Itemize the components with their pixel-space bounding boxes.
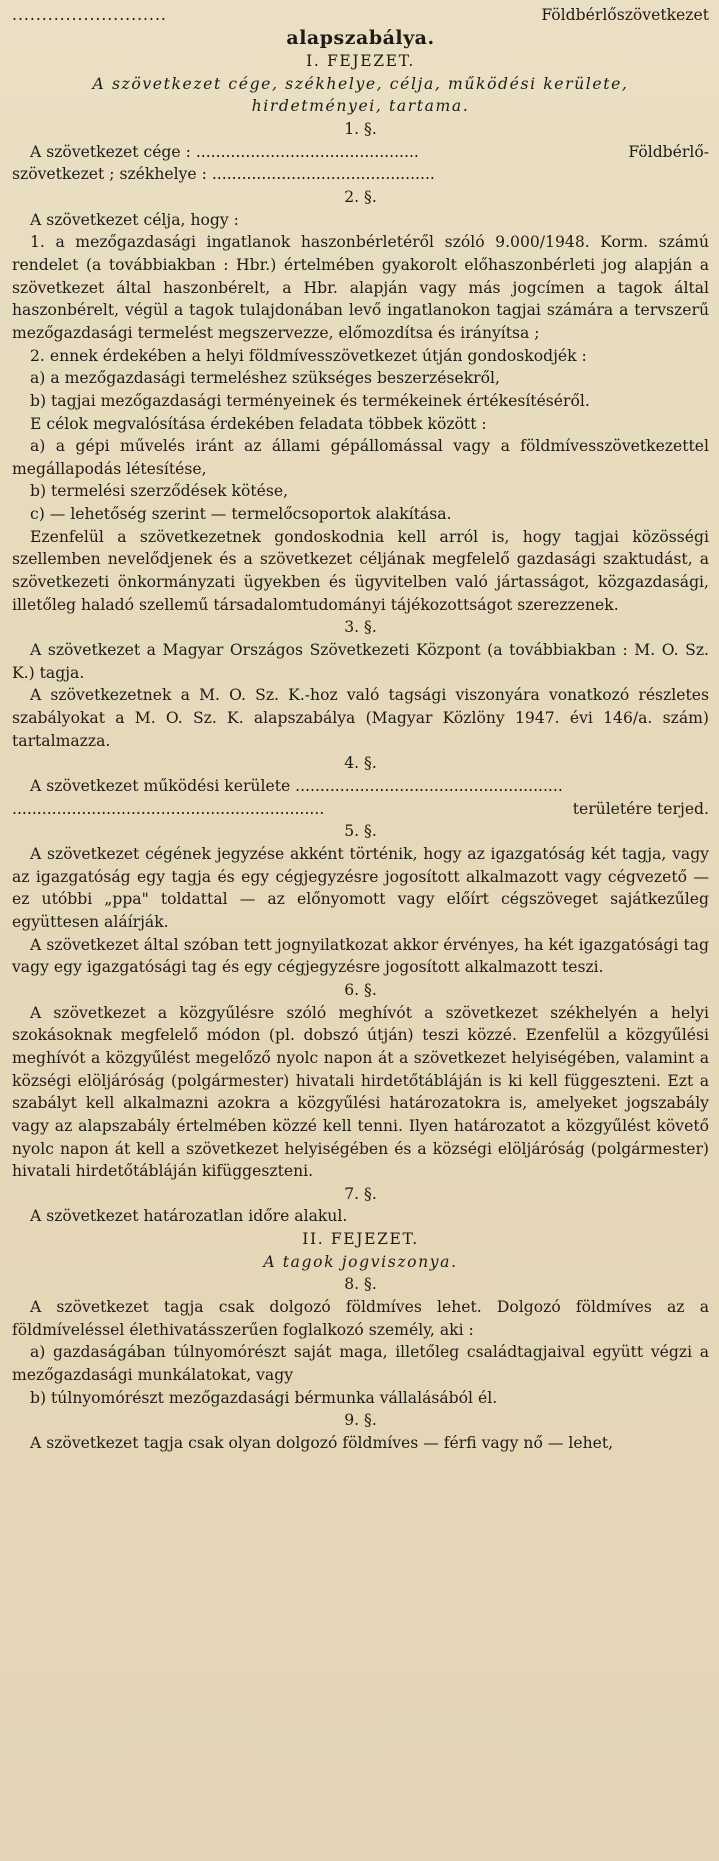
section-9-number: 9. §.: [344, 1411, 377, 1430]
section-1-name-blank: A szövetkezet cége : .............................................: [30, 142, 419, 161]
chapter-1-heading: I. FEJEZET.: [306, 52, 415, 70]
top-line: [12, 4, 709, 26]
cooperative-name-blank: ..........................: [12, 6, 167, 24]
section-1-name-suffix: Földbérlő-: [628, 142, 709, 161]
section-2-task-c: c) — lehetőség szerint — termelőcsoportok alakítása.: [30, 505, 452, 524]
section-6-para-1: A szövetkezet a közgyűlésre szóló meghívót a szövetkezet székhelyén a helyi szokásoknak megfelelő módon (pl. dobszó útján) teszi közzé. Ezenfelül a közgyűlési meghívót a közgyűlést megelőző nyolc napon át a szövetkezet helyiségében, valamint a községi elöljáróság (polgármester) hivatali hirdetőtábláján is ki kell függeszteni. Ezt a szabályt kell alkalmazni azokra a közgyűlési határozatokra is, amelyeket jogszabály vagy az alapszabály értelmében közzé kell tenni. Ilyen határozatot a közgyűlést követő nyolc napon át kell a szövetkezet helyiségében és a községi elöljáróság (polgármester) hivatali hirdetőtábláján kifüggeszteni.: [12, 1003, 709, 1181]
chapter-2-subtitle: A tagok jogviszonya.: [263, 1252, 458, 1271]
section-2-point-1: 1. a mezőgazdasági ingatlanok haszonbérletéről szóló 9.000/1948. Korm. számú rendelet (a továbbiakban : Hbr.) értelmében gyakorolt előhaszonbérleti jog alapján a szövetkezet által haszonbérelt, a Hbr. alapján vagy más jogcímen a tagok által haszonbérelt, végül a tagok tulajdonában levő ingatlanokon tagjai számára a tervszerű mezőgazdasági termelést megszervezze, előmozdítsa és irányítsa ;: [12, 233, 709, 342]
section-4-area-suffix: területére terjed.: [572, 799, 709, 818]
section-1-number: 1. §.: [344, 119, 377, 138]
document-heading-right: Földbérlőszövetkezet: [541, 6, 709, 24]
section-4-line-1: A szövetkezet működési kerülete ......................................................: [30, 777, 563, 795]
section-5-para-1: A szövetkezet cégének jegyzése akként történik, hogy az igazgatóság két tagja, vagy az igazgatóság egy tagja és egy cégjegyzésre jogosított alkalmazott vagy cégvezető — ez utóbbi „ppa" toldattal — az előnyomott vagy előírt cégszöveget sajátkezűleg együttesen aláírják.: [12, 844, 709, 931]
section-5-para-2: A szövetkezet által szóban tett jognyilatkozat akkor érvényes, ha két igazgatósági tag vagy egy igazgatósági tag és egy cégjegyzésre jogosított alkalmazott teszi.: [12, 935, 709, 977]
section-2-point-2: 2. ennek érdekében a helyi földmívesszövetkezet útján gondoskodjék :: [30, 346, 587, 365]
section-3-number: 3. §.: [344, 618, 377, 637]
section-4-area-blank: ...............................................................: [12, 799, 325, 818]
section-2-task-a: a) a gépi művelés iránt az állami gépállomással vagy a földmívesszövetkezettel megállapodás létesítése,: [12, 437, 709, 478]
section-8-para-1: A szövetkezet tagja csak dolgozó földmíves lehet. Dolgozó földmíves az a földmíveléssel élethivatásszerűen foglalkozó személy, aki :: [12, 1298, 709, 1339]
chapter-1-subtitle-line-1: A szövetkezet cége, székhelye, célja, működési kerülete,: [92, 74, 629, 93]
section-3-para-1: A szövetkezet a Magyar Országos Szövetkezeti Központ (a továbbiakban : M. O. Sz. K.) tagja.: [12, 641, 709, 682]
section-2-tasks-intro: E célok megvalósítása érdekében feladata többek között :: [30, 414, 487, 433]
section-2-point-2b: b) tagjai mezőgazdasági terményeinek és termékeinek értékesítéséről.: [30, 391, 590, 410]
section-2-intro: A szövetkezet célja, hogy :: [30, 210, 239, 229]
section-5-number: 5. §.: [344, 822, 377, 841]
section-1-line-1: [12, 141, 709, 164]
section-2-point-2a: a) a mezőgazdasági termeléshez szükséges beszerzésekről,: [30, 369, 500, 388]
section-9-para-1: A szövetkezet tagja csak olyan dolgozó földmíves — férfi vagy nő — lehet,: [30, 1434, 614, 1453]
chapter-2-heading: II. FEJEZET.: [302, 1230, 419, 1249]
document-title: alapszabálya.: [286, 27, 435, 49]
section-2-task-b: b) termelési szerződések kötése,: [30, 482, 289, 501]
section-8-number: 8. §.: [344, 1275, 377, 1294]
section-4-line-2: [12, 798, 709, 821]
section-2-number: 2. §.: [344, 187, 377, 206]
section-7-number: 7. §.: [344, 1184, 377, 1203]
section-8-point-a: a) gazdaságában túlnyomórészt saját maga, illetőleg családtagjaival együtt végzi a mezőgazdasági munkálatokat, vagy: [12, 1343, 709, 1385]
section-1-line-2: szövetkezet ; székhelye : .............................................: [12, 165, 435, 184]
section-3-para-2: A szövetkezetnek a M. O. Sz. K.-hoz való tagsági viszonyára vonatkozó részletes szabályokat a M. O. Sz. K. alapszabálya (Magyar Közlöny 1947. évi 146/a. szám) tartalmazza.: [12, 686, 709, 750]
section-8-point-b: b) túlnyomórészt mezőgazdasági bérmunka vállalásából él.: [30, 1388, 498, 1407]
section-2-education: Ezenfelül a szövetkezetnek gondoskodnia kell arról is, hogy tagjai közösségi szellemben nevelődjenek és a szövetkezet céljának megfelelő gazdasági szaktudást, a szövetkezeti önkormányzati ügyekben és ügyvitelben való jártasságot, közgazdasági, illetőleg haladó szellemű társadalomtudományi tájékozottságot szerezzenek.: [12, 527, 709, 614]
section-4-number: 4. §.: [344, 754, 377, 773]
section-7-para-1: A szövetkezet határozatlan időre alakul.: [30, 1207, 348, 1226]
section-6-number: 6. §.: [344, 980, 377, 999]
chapter-1-subtitle-line-2: hirdetményei, tartama.: [251, 97, 470, 116]
